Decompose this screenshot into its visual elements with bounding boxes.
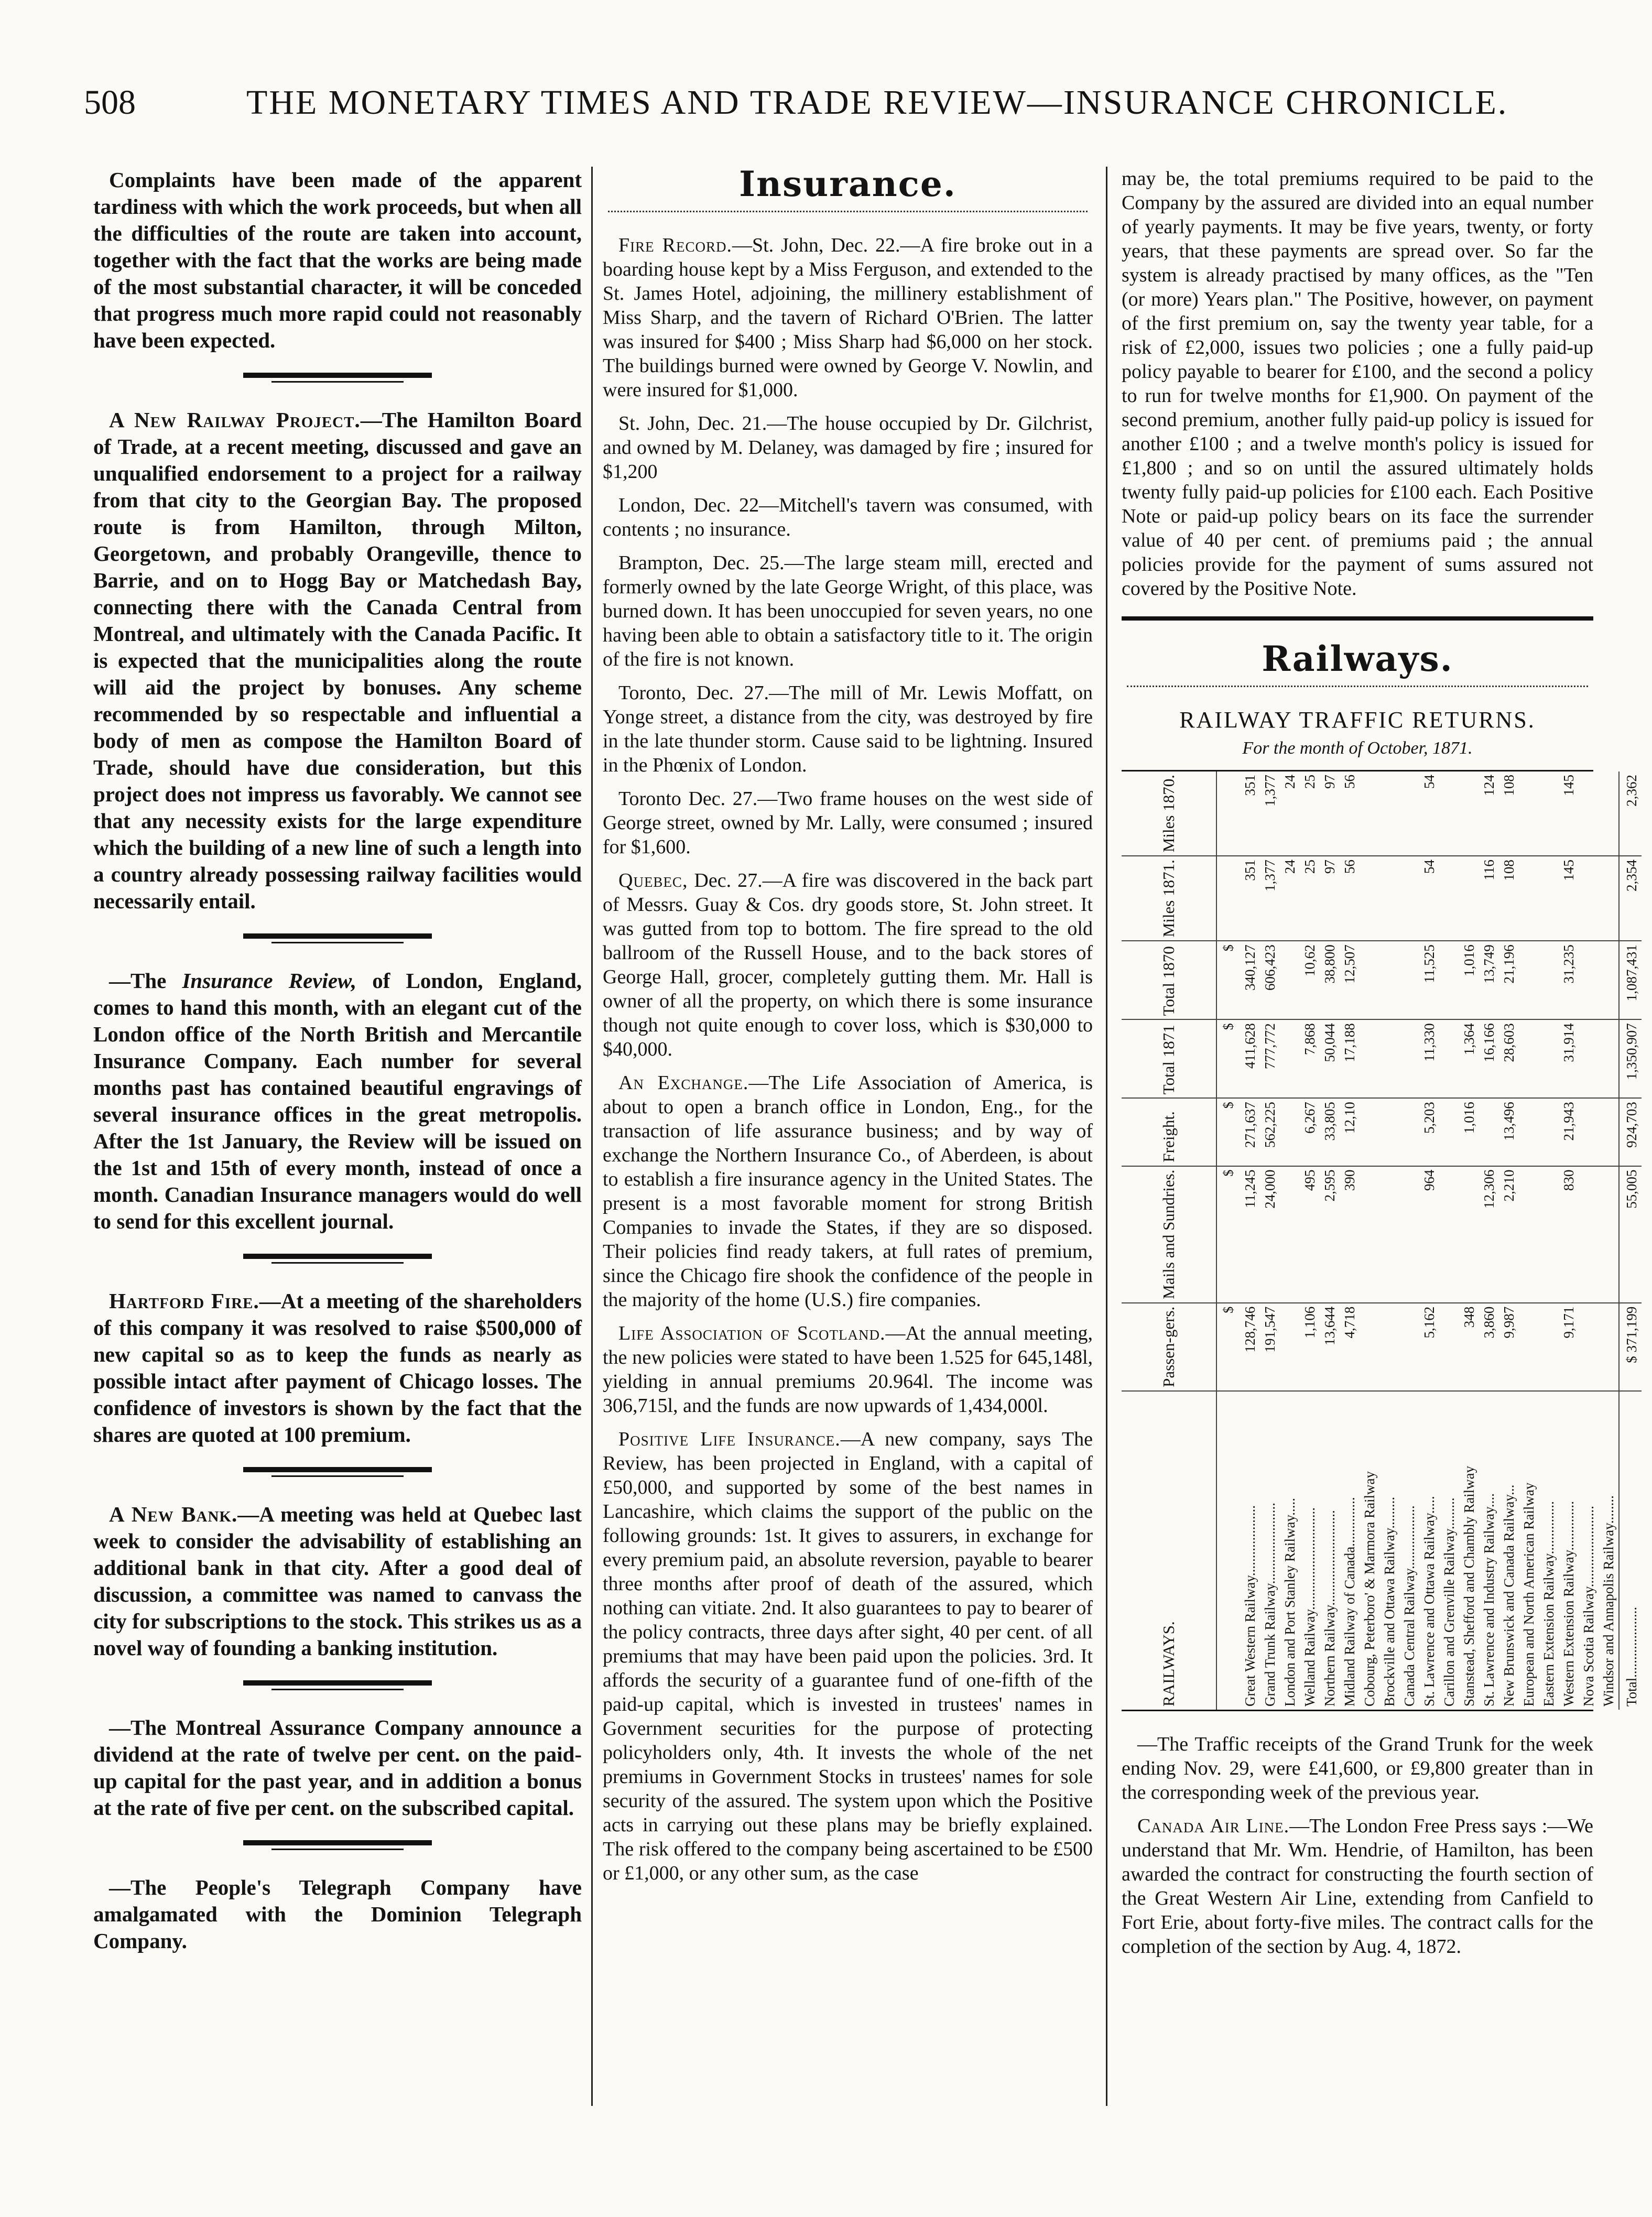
separator	[243, 373, 432, 383]
separator	[243, 933, 432, 943]
table-cell: 108	[1499, 856, 1519, 941]
table-row	[1399, 771, 1419, 1710]
total-row	[1619, 771, 1642, 1710]
table-cell	[1439, 856, 1459, 941]
table-cell: 2,354	[1619, 856, 1642, 941]
article-insurance-review	[93, 968, 582, 1235]
header-row	[1122, 771, 1216, 1710]
table-cell: 340,127	[1240, 941, 1260, 1019]
table-cell: 56	[1340, 856, 1360, 941]
table-cell: 1,364	[1459, 1019, 1479, 1098]
column-header: Total 1870	[1122, 941, 1216, 1019]
separator	[243, 1254, 432, 1264]
table-cell: 24	[1282, 775, 1298, 789]
table-cell	[1519, 1019, 1539, 1098]
table-row	[1579, 771, 1599, 1710]
article-body: —A new company, says The Review, has been projected in England, with a capital of £50,000, and supported by some of the best names in Lancashire, which claims the support of the public on the following grounds: 1st. It gives to assurers, in exchange for every premium paid, an absolute reversion, payable to bearer three months after proof of death of the assured, which nothing can vitiate. 2nd. It also guarantees to pay to bearer of the policy contracts, three days after sight, 40 per cent. of all premiums that may have been paid upon the policies. 3rd. It affords the security of a guarantee fund of one-fifth of the paid-up capital, which is invested in trustees' names in Government securities for the purpose of protecting policyholders only, 4th. It invests the whole of the net premiums in Government Stocks in trustees' names for sole security of the assured. The system upon which the Positive acts in carrying out these plans may be briefly explained. The risk offered to the company being ascertained to be £500 or £1,000, or any other sum, as the case	[603, 1428, 1093, 1884]
table-cell: 1,016	[1459, 941, 1479, 1019]
table-cell	[1599, 856, 1619, 941]
railway-name: Northern Railway...........................	[1320, 1391, 1340, 1710]
grand-trunk-note: —The Traffic receipts of the Grand Trunk for the week ending Nov. 29, were £41,600, or £9,800 greater than in the corresponding week of the previous year.	[1122, 1733, 1593, 1803]
table-cell: 924,703	[1619, 1098, 1642, 1166]
railway-name: Brockville and Ottawa Railway.........	[1379, 1391, 1399, 1710]
table-cell: 28,603	[1499, 1019, 1519, 1098]
table-cell	[1216, 856, 1240, 941]
table-cell	[1459, 856, 1479, 941]
table-row	[1559, 771, 1579, 1710]
table-cell	[1439, 1166, 1459, 1303]
article-positive-life	[603, 1427, 1093, 1885]
railway-name: Windsor and Annapolis Railway........	[1599, 1391, 1619, 1710]
article-body: Dec. 27.—A fire was discovered in the back part of Messrs. Guay & Cos. dry goods store, St. John street. It was gutted from top to bottom. The fire spread to the old ballroom of the Russell House, and to the back stores of George Hall, grocer, completely gutting them. Mr. Hall is owner of all the property, on which there is some insurance though not quite enough to cover loss, which is $30,000 to $40,000.	[603, 870, 1093, 1060]
table-cell	[1280, 1098, 1300, 1166]
table-cell: 38,800	[1320, 941, 1340, 1019]
table-cell	[1579, 771, 1599, 856]
table-cell: 1,016	[1459, 1098, 1479, 1166]
article-head: An Exchange.	[618, 1072, 749, 1094]
table-cell	[1399, 1303, 1419, 1391]
column-header: Mails and Sundries.	[1122, 1166, 1216, 1303]
table-cell: 10,62	[1300, 941, 1320, 1019]
railway-name: Great Western Railway....................	[1240, 1391, 1260, 1710]
table-cell: 25	[1302, 775, 1318, 789]
table-row	[1419, 771, 1439, 1710]
column-divider	[1106, 167, 1107, 2106]
page-number: 508	[84, 83, 136, 122]
table-cell: 964	[1419, 1166, 1439, 1303]
table-cell	[1399, 1166, 1419, 1303]
article-montreal: —The Montreal Assurance Company announce a dividend at the rate of twelve per cent. on the paid-up capital for the past year, and in addition a bonus at the rate of five per cent. on the subscribed capital.	[93, 1715, 582, 1820]
traffic-grid	[1122, 771, 1642, 1710]
table-cell	[1459, 1166, 1479, 1303]
table-cell: 1,087,431	[1619, 941, 1642, 1019]
table-cell: 351	[1242, 775, 1258, 796]
table-cell: 12,507	[1340, 941, 1360, 1019]
article-telegraph: —The People's Telegraph Company have amalgamated with the Dominion Telegraph Company.	[93, 1875, 582, 1953]
table-cell: 21,196	[1499, 941, 1519, 1019]
publication-title: Insurance Review,	[182, 969, 357, 993]
railway-name: Total....................	[1619, 1391, 1642, 1710]
table-cell	[1280, 941, 1300, 1019]
table-cell	[1216, 771, 1240, 856]
railway-name: Western Extension Railway..............	[1559, 1391, 1579, 1710]
section-rule	[1122, 616, 1593, 621]
table-cell: $	[1216, 1303, 1240, 1391]
table-cell	[1519, 1303, 1539, 1391]
column-header: RAILWAYS.	[1122, 1391, 1216, 1710]
table-cell: 777,772	[1260, 1019, 1280, 1098]
railway-name: St. Lawrence and Ottawa Railway.....	[1419, 1391, 1439, 1710]
table-cell	[1599, 1098, 1619, 1166]
article-head: Fire Record.	[618, 234, 732, 256]
fire-item: Toronto, Dec. 27.—The mill of Mr. Lewis Moffatt, on Yonge street, a distance from the city, was destroyed by fire in the late thunder storm. Cause said to be lightning. Insured in the Phœnix of London.	[603, 682, 1093, 776]
railway-name	[1216, 1391, 1240, 1710]
table-title: RAILWAY TRAFFIC RETURNS.	[1179, 707, 1536, 733]
fire-item: St. John, Dec. 21.—The house occupied by Dr. Gilchrist, and owned by M. Delaney, was damaged by fire ; insured for $1,200	[603, 412, 1093, 483]
railway-traffic-table	[1122, 770, 1639, 1711]
article-body: —The London Free Press says :—We understand that Mr. Wm. Hendrie, of Hamilton, has been awarded the contract for constructing the fourth section of the Great Western Air Line, extending from Canfield to Fort Erie, about forty-five miles. The contract calls for the completion of the section by Aug. 4, 1872.	[1122, 1815, 1593, 1958]
table-cell	[1360, 856, 1379, 941]
table-cell: 11,245	[1240, 1166, 1260, 1303]
article-body: —A meeting was held at Quebec last week to consider the advisability of establishing an additional bank in that city. After a good deal of discussion, a committee was named to canvass the city for subscriptions to the stock. This strikes us as a novel way of founding a banking institution.	[93, 1502, 582, 1660]
table-cell: 145	[1559, 856, 1579, 941]
fire-item: Brampton, Dec. 25.—The large steam mill, erected and formerly owned by the late George Wright, of this place, was burned down. It has been unoccupied for seven years, no one having been able to obtain a satisfactory title to it. The origin of the fire is not known.	[603, 552, 1093, 670]
column-header: Passen-gers.	[1122, 1303, 1216, 1391]
table-cell: 54	[1419, 856, 1439, 941]
running-title: THE MONETARY TIMES AND TRADE REVIEW—INSURANCE CHRONICLE.	[246, 83, 1508, 122]
unit-row	[1216, 771, 1240, 1710]
table-cell: 1,106	[1300, 1303, 1320, 1391]
table-cell: 830	[1559, 1166, 1579, 1303]
table-cell: 1,350,907	[1619, 1019, 1642, 1098]
table-cell	[1599, 941, 1619, 1019]
table-cell	[1379, 1098, 1399, 1166]
table-cell: 390	[1340, 1166, 1360, 1303]
table-row	[1479, 771, 1499, 1710]
article-lead: —The	[109, 969, 182, 993]
table-cell: 31,235	[1559, 941, 1579, 1019]
article-railway-project	[93, 407, 582, 915]
article-head: Canada Air Line.	[1137, 1815, 1290, 1837]
table-cell: 271,637	[1240, 1098, 1260, 1166]
table-cell: 25	[1300, 856, 1320, 941]
table-cell: 31,914	[1559, 1019, 1579, 1098]
table-cell: 56	[1342, 775, 1357, 789]
column-right	[1122, 167, 1639, 1968]
table-cell	[1379, 1019, 1399, 1098]
table-row	[1519, 771, 1539, 1710]
article-exchange	[603, 1071, 1093, 1312]
table-cell	[1579, 1166, 1599, 1303]
table-cell: 17,188	[1340, 1019, 1360, 1098]
table-cell	[1439, 771, 1459, 856]
article-head: Positive Life Insurance.	[618, 1428, 841, 1450]
column-header: Freight.	[1122, 1098, 1216, 1166]
table-cell: 16,166	[1479, 1019, 1499, 1098]
table-cell	[1379, 771, 1399, 856]
fire-item-quebec	[603, 868, 1093, 1061]
table-cell: 21,943	[1559, 1098, 1579, 1166]
table-row	[1439, 771, 1459, 1710]
article-scotland	[603, 1321, 1093, 1418]
railway-name: Welland Railway.............................	[1300, 1391, 1320, 1710]
table-cell	[1399, 941, 1419, 1019]
article-head: Hartford Fire.	[109, 1289, 259, 1313]
rotated-table	[1122, 771, 1639, 1710]
article-hartford	[93, 1288, 582, 1448]
table-row	[1459, 771, 1479, 1710]
table-cell	[1539, 856, 1559, 941]
table-row	[1280, 771, 1300, 1710]
table-cell: 54	[1421, 775, 1437, 789]
paragraph: Complaints have been made of the apparent tardiness with which the work proceeds, but when all the difficulties of the route are taken into account, together with the fact that the works are being made of the most substantial character, it will be conceded that progress much more rapid could not reasonably have been expected.	[93, 168, 582, 352]
table-cell: 97	[1322, 775, 1338, 789]
table-row	[1340, 771, 1360, 1710]
table-cell: 495	[1300, 1166, 1320, 1303]
table-cell: 2,210	[1499, 1166, 1519, 1303]
table-cell	[1479, 1098, 1499, 1166]
table-cell: 5,203	[1419, 1098, 1439, 1166]
column-divider	[591, 167, 593, 2106]
article-head: A New Railway Project.	[109, 408, 361, 432]
table-cell	[1439, 1019, 1459, 1098]
table-cell	[1519, 856, 1539, 941]
railway-name: Canada Central Railway..................	[1399, 1391, 1419, 1710]
table-cell	[1519, 941, 1539, 1019]
table-row	[1260, 771, 1280, 1710]
table-cell: 124	[1481, 775, 1497, 796]
table-cell	[1379, 941, 1399, 1019]
railway-name: European and North American Railway	[1519, 1391, 1539, 1710]
table-cell	[1379, 1303, 1399, 1391]
section-title-railways: Railways.	[1262, 638, 1453, 679]
table-cell: 33,805	[1320, 1098, 1340, 1166]
table-cell: 9,171	[1559, 1303, 1579, 1391]
table-cell: 7,868	[1300, 1019, 1320, 1098]
railway-name: St. Lawrence and Industry Railway....	[1479, 1391, 1499, 1710]
table-cell	[1379, 1166, 1399, 1303]
table-cell: 6,267	[1300, 1098, 1320, 1166]
table-row	[1599, 771, 1619, 1710]
railway-name: Midland Railway of Canada..............	[1340, 1391, 1360, 1710]
article-body: of London, England, comes to hand this month, with an elegant cut of the London office of the North British and Mercantile Insurance Company. Each number for several months past has contained beautiful engravings of several insurance offices in the great metropolis. After the 1st January, the Review will be issued on the 1st and 15th of every month, instead of once a month. Canadian Insurance managers would do well to send for this excellent journal.	[93, 969, 582, 1233]
column-middle	[603, 164, 1093, 1895]
table-row	[1320, 771, 1340, 1710]
table-cell: 13,749	[1479, 941, 1499, 1019]
article-body: —At a meeting of the shareholders of this company it was resolved to raise $500,000 of new capital so as to keep the funds as nearly as possible intact after payment of Chicago losses. The confidence of investors is shown by the fact that the shares are quoted at 100 premium.	[93, 1289, 582, 1447]
table-cell	[1539, 941, 1559, 1019]
table-cell: 128,746	[1240, 1303, 1260, 1391]
table-row	[1379, 771, 1399, 1710]
table-row	[1360, 771, 1379, 1710]
continuation: may be, the total premiums required to be paid to the Company by the assured are divided into an equal number of yearly payments. It may be five years, twenty, or forty years, that these payments are spread over. So far the system is already practised by many offices, as the "Ten (or more) Years plan." The Positive, however, on payment of the first premium on, say the twenty year table, for a risk of £2,000, issues two policies ; one a fully paid-up policy payable to bearer for £100, and the second a policy to run for twelve months for £1,900. On payment of the second premium, another fully paid-up policy is issued for another £100 ; and a twelve month's policy is issued for £1,800 ; and so on until the assured ultimately holds twenty fully paid-up policies for £100 each. Each Positive Note or paid-up policy bears on its face the surrender value of 40 per cent. of premiums paid ; the annual policies provide for the payment of sums assured not covered by the Positive Note.	[1122, 168, 1593, 600]
fire-item: London, Dec. 22—Mitchell's tavern was consumed, with contents ; no insurance.	[603, 494, 1093, 540]
table-cell	[1399, 1098, 1419, 1166]
table-cell	[1399, 1019, 1419, 1098]
table-cell	[1360, 941, 1379, 1019]
table-cell: 606,423	[1260, 941, 1280, 1019]
table-cell: 411,628	[1240, 1019, 1260, 1098]
section-title-insurance: Insurance.	[739, 164, 957, 204]
table-row	[1499, 771, 1519, 1710]
railway-name: Eastern Extension Railway...............	[1539, 1391, 1559, 1710]
table-cell	[1360, 1019, 1379, 1098]
table-cell: 50,044	[1320, 1019, 1340, 1098]
table-cell: 24,000	[1260, 1166, 1280, 1303]
table-cell: 24	[1280, 856, 1300, 941]
table-cell	[1539, 1019, 1559, 1098]
table-cell	[1579, 1019, 1599, 1098]
table-cell	[1539, 1098, 1559, 1166]
article-body: —St. John, Dec. 22.—A fire broke out in a boarding house kept by a Miss Ferguson, and extended to the St. James Hotel, adjoining, the millinery establishment of Miss Sharp, and the tavern of Richard O'Brien. The latter was insured for $400 ; Miss Sharp had $6,000 on her stock. The buildings burned were owned by George V. Nowlin, and were insured for $1,000.	[603, 234, 1093, 401]
railway-name: Carillon and Grenville Railway.........	[1439, 1391, 1459, 1710]
railway-name: New Brunswick and Canada Railway...	[1499, 1391, 1519, 1710]
table-cell	[1539, 1166, 1559, 1303]
table-cell	[1519, 1098, 1539, 1166]
separator	[243, 1840, 432, 1850]
fire-record	[603, 233, 1093, 402]
table-cell	[1599, 1166, 1619, 1303]
table-row	[1240, 771, 1260, 1710]
table-cell: 97	[1320, 856, 1340, 941]
table-cell: 351	[1240, 856, 1260, 941]
page-header	[0, 79, 1652, 136]
fire-item: Toronto Dec. 27.—Two frame houses on the west side of George street, owned by Mr. Lally, were consumed ; insured for $1,600.	[603, 788, 1093, 858]
table-subtitle: For the month of October, 1871.	[1242, 738, 1473, 758]
table-cell	[1599, 771, 1619, 856]
table-row	[1300, 771, 1320, 1710]
table-cell: 562,225	[1260, 1098, 1280, 1166]
railway-name: Stanstead, Shefford and Chambly Railway	[1459, 1391, 1479, 1710]
table-cell	[1399, 856, 1419, 941]
table-cell	[1539, 1303, 1559, 1391]
article-new-bank	[93, 1501, 582, 1661]
table-cell: $	[1216, 1019, 1240, 1098]
table-cell	[1379, 856, 1399, 941]
table-cell	[1579, 1098, 1599, 1166]
table-cell: 116	[1479, 856, 1499, 941]
table-cell	[1360, 771, 1379, 856]
table-cell: 12,10	[1340, 1098, 1360, 1166]
table-cell: 55,005	[1619, 1166, 1642, 1303]
table-cell: 4,718	[1340, 1303, 1360, 1391]
table-cell	[1439, 1098, 1459, 1166]
railway-name: Cobourg, Peterboro' & Marmora Railway	[1360, 1391, 1379, 1710]
article-body: —The Life Association of America, is about to open a branch office in London, Eng., for the transaction of life assurance business; and by way of exchange the Northern Insurance Co., of Aberdeen, is about to establish a fire insurance agency in the United States. The present is a most favorable moment for strong British Companies to invade the States, if they are so disposed. Their policies find ready takers, at full rates of premium, since the Chicago fire shook the confidence of the people in the majority of the home (U.S.) fire companies.	[603, 1072, 1093, 1311]
separator	[243, 1467, 432, 1477]
column-header: Miles 1870.	[1122, 771, 1216, 856]
table-cell: 11,330	[1419, 1019, 1439, 1098]
table-cell	[1519, 1166, 1539, 1303]
column-header: Miles 1871.	[1122, 856, 1216, 941]
railway-name: London and Port Stanley Railway.....	[1280, 1391, 1300, 1710]
table-cell: $	[1216, 1098, 1240, 1166]
table-cell	[1519, 771, 1539, 856]
article-head: A New Bank.	[109, 1502, 238, 1526]
table-cell: 1,377	[1260, 856, 1280, 941]
article-air-line	[1122, 1814, 1593, 1959]
table-cell	[1280, 1303, 1300, 1391]
railway-name: Grand Trunk Railway.......................	[1260, 1391, 1280, 1710]
table-cell: 12,306	[1479, 1166, 1499, 1303]
table-cell	[1459, 771, 1479, 856]
table-row	[1539, 771, 1559, 1710]
table-cell	[1439, 1303, 1459, 1391]
table-cell	[1399, 771, 1419, 856]
table-cell	[1599, 1303, 1619, 1391]
table-cell: $	[1216, 1166, 1240, 1303]
article-head: Life Association of Scotland.	[618, 1322, 886, 1344]
table-cell: $ 371,199	[1619, 1303, 1642, 1391]
table-cell: 11,525	[1419, 941, 1439, 1019]
table-cell: 1,377	[1262, 775, 1278, 807]
table-cell	[1539, 771, 1559, 856]
table-cell	[1599, 1019, 1619, 1098]
table-body	[1216, 771, 1642, 1710]
column-header: Total 1871	[1122, 1019, 1216, 1098]
table-cell: $	[1216, 941, 1240, 1019]
table-cell: 2,595	[1320, 1166, 1340, 1303]
separator	[243, 1680, 432, 1690]
table-cell: 191,547	[1260, 1303, 1280, 1391]
table-cell	[1360, 1303, 1379, 1391]
table-cell	[1280, 1019, 1300, 1098]
table-cell: 13,644	[1320, 1303, 1340, 1391]
table-cell	[1360, 1098, 1379, 1166]
table-cell	[1439, 941, 1459, 1019]
article-body: —At the annual meeting, the new policies were stated to have been 1.525 for 645,148l, yielding in annual premiums 20.964l. The income was 306,715l, and the funds are now upwards of 1,434,000l.	[603, 1322, 1093, 1417]
table-cell: 145	[1561, 775, 1577, 796]
table-cell: 108	[1501, 775, 1517, 796]
table-cell: 9,987	[1499, 1303, 1519, 1391]
table-cell	[1579, 941, 1599, 1019]
table-cell: 13,496	[1499, 1098, 1519, 1166]
table-cell: 348	[1459, 1303, 1479, 1391]
railway-name: Nova Scotia Railway.......................	[1579, 1391, 1599, 1710]
table-cell	[1579, 1303, 1599, 1391]
table-cell: 5,162	[1419, 1303, 1439, 1391]
column-left	[93, 167, 582, 1960]
table-cell	[1579, 856, 1599, 941]
article-body: —The Hamilton Board of Trade, at a recent meeting, discussed and gave an unqualified endorsement to a project for a railway from that city to the Georgian Bay. The proposed route is from Hamilton, through Milton, Georgetown, and probably Orangeville, thence to Barrie, and on to Hogg Bay or Matchedash Bay, connecting there with the Canada Central from Montreal, and ultimately with the Canada Pacific. It is expected that the municipalities along the route will aid the project by bonuses. Any scheme recommended by so respectable and influential a body of men as compose the Hamilton Board of Trade, should have due consideration, but this project does not impress us favorably. We cannot see that any necessity exists for the large expenditure which the building of a new line of such a length into a country already possessing railway facilities would necessarily entail.	[93, 408, 582, 913]
article-head: Quebec,	[618, 870, 688, 892]
table-cell: 3,860	[1479, 1303, 1499, 1391]
table-cell: 2,362	[1619, 771, 1642, 856]
table-cell	[1280, 1166, 1300, 1303]
table-cell	[1360, 1166, 1379, 1303]
